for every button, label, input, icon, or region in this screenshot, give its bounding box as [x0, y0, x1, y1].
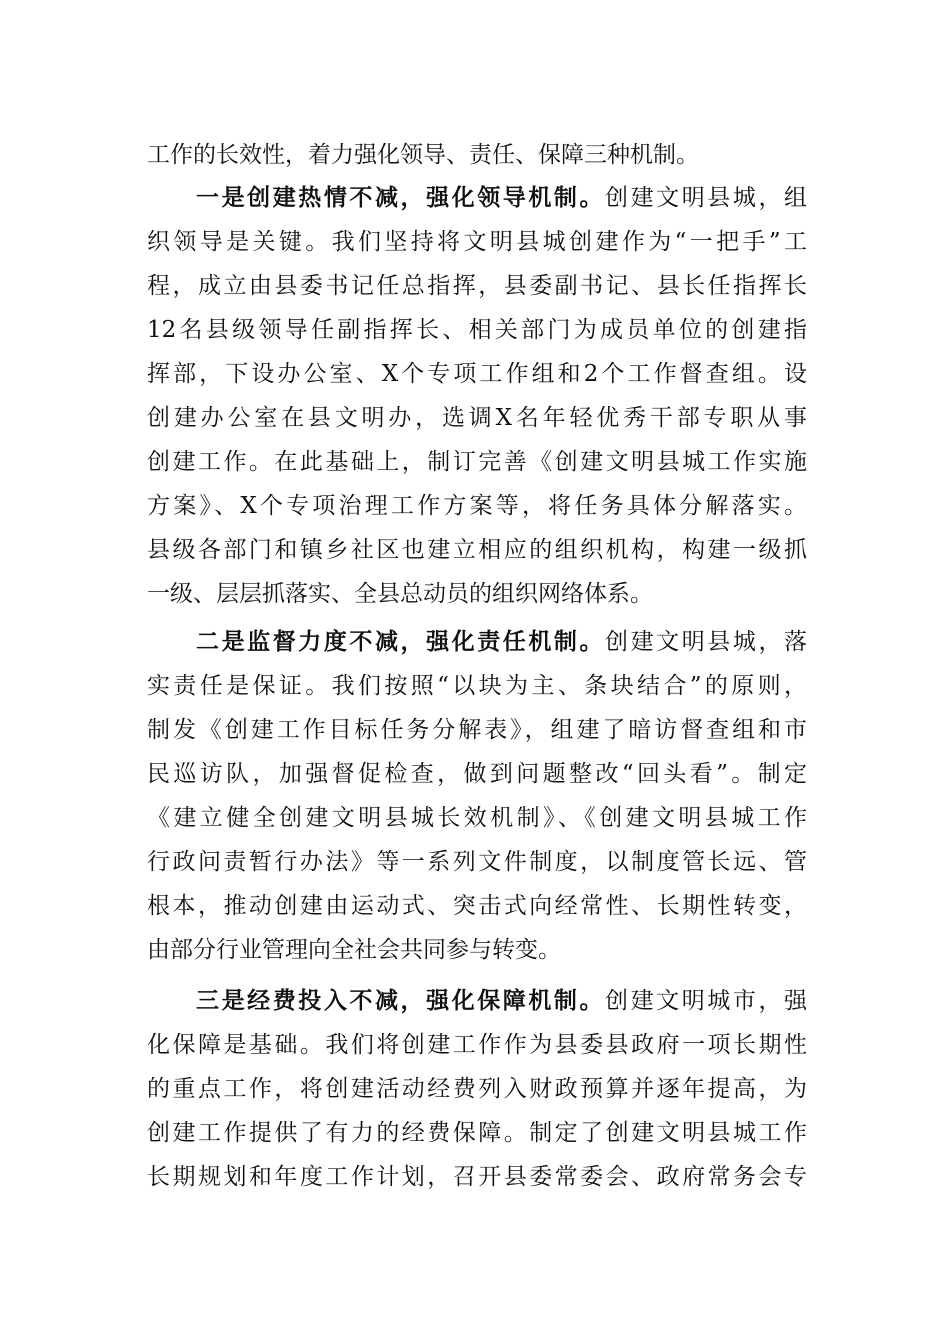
paragraph-first-line: [196, 178, 807, 218]
text-line: 挥部，下设办公室、X个专项工作组和2个工作督查组。设: [147, 361, 807, 387]
text-line: 由部分行业管理向全社会共同参与转变。: [147, 937, 561, 963]
text-line: 行政问责暂行办法》等一系列文件制度，以制度管长远、管: [147, 849, 807, 875]
paragraph-lead: 三是经费投入不减，强化保障机制。: [196, 987, 606, 1014]
text-line: 制发《创建工作目标任务分解表》，组建了暗访督查组和市: [147, 717, 807, 743]
text-line: 工作的长效性，着力强化领导、责任、保障三种机制。: [147, 142, 699, 168]
paragraph-text: 创建文明县城，落: [605, 629, 808, 655]
text-line: 12名县级领导任副指挥长、相关部门为成员单位的创建指: [147, 317, 807, 343]
text-line: 织领导是关键。我们坚持将文明县城创建作为“一把手”工: [147, 229, 807, 255]
text-line: 一级、层层抓落实、全县总动员的组织网络体系。: [147, 581, 653, 607]
paragraph-text: 创建文明城市，强: [605, 988, 808, 1014]
text-line: 民巡访队，加强督促检查，做到问题整改“回头看”。制定: [147, 761, 807, 787]
text-line: 创建工作。在此基础上，制订完善《创建文明县城工作实施: [147, 449, 807, 475]
paragraph-lead: 一是创建热情不减，强化领导机制。: [196, 184, 606, 211]
text-line: 根本，推动创建由运动式、突击式向经常性、长期性转变，: [147, 893, 807, 919]
paragraph-lead: 二是监督力度不减，强化责任机制。: [196, 628, 606, 655]
text-line: 化保障是基础。我们将创建工作作为县委县政府一项长期性: [147, 1032, 807, 1058]
paragraph-text: 创建文明县城，组: [605, 185, 808, 211]
text-line: 创建工作提供了有力的经费保障。制定了创建文明县城工作: [147, 1120, 807, 1146]
text-line: 县级各部门和镇乡社区也建立相应的组织机构，构建一级抓: [147, 537, 807, 563]
text-line: 创建办公室在县文明办，选调X名年轻优秀干部专职从事: [147, 405, 807, 431]
text-line: 《建立健全创建文明县城长效机制》、《创建文明县城工作: [147, 805, 807, 831]
paragraph-first-line: [196, 622, 807, 662]
paragraph-first-line: [196, 981, 807, 1021]
text-line: 的重点工作，将创建活动经费列入财政预算并逐年提高，为: [147, 1076, 807, 1102]
text-line: 实责任是保证。我们按照“以块为主、条块结合”的原则，: [147, 673, 807, 699]
text-line: 方案》、X个专项治理工作方案等，将任务具体分解落实。: [147, 493, 807, 519]
text-line: 长期规划和年度工作计划，召开县委常委会、政府常务会专: [147, 1164, 807, 1190]
text-line: 程，成立由县委书记任总指挥，县委副书记、县长任指挥长: [147, 273, 807, 299]
